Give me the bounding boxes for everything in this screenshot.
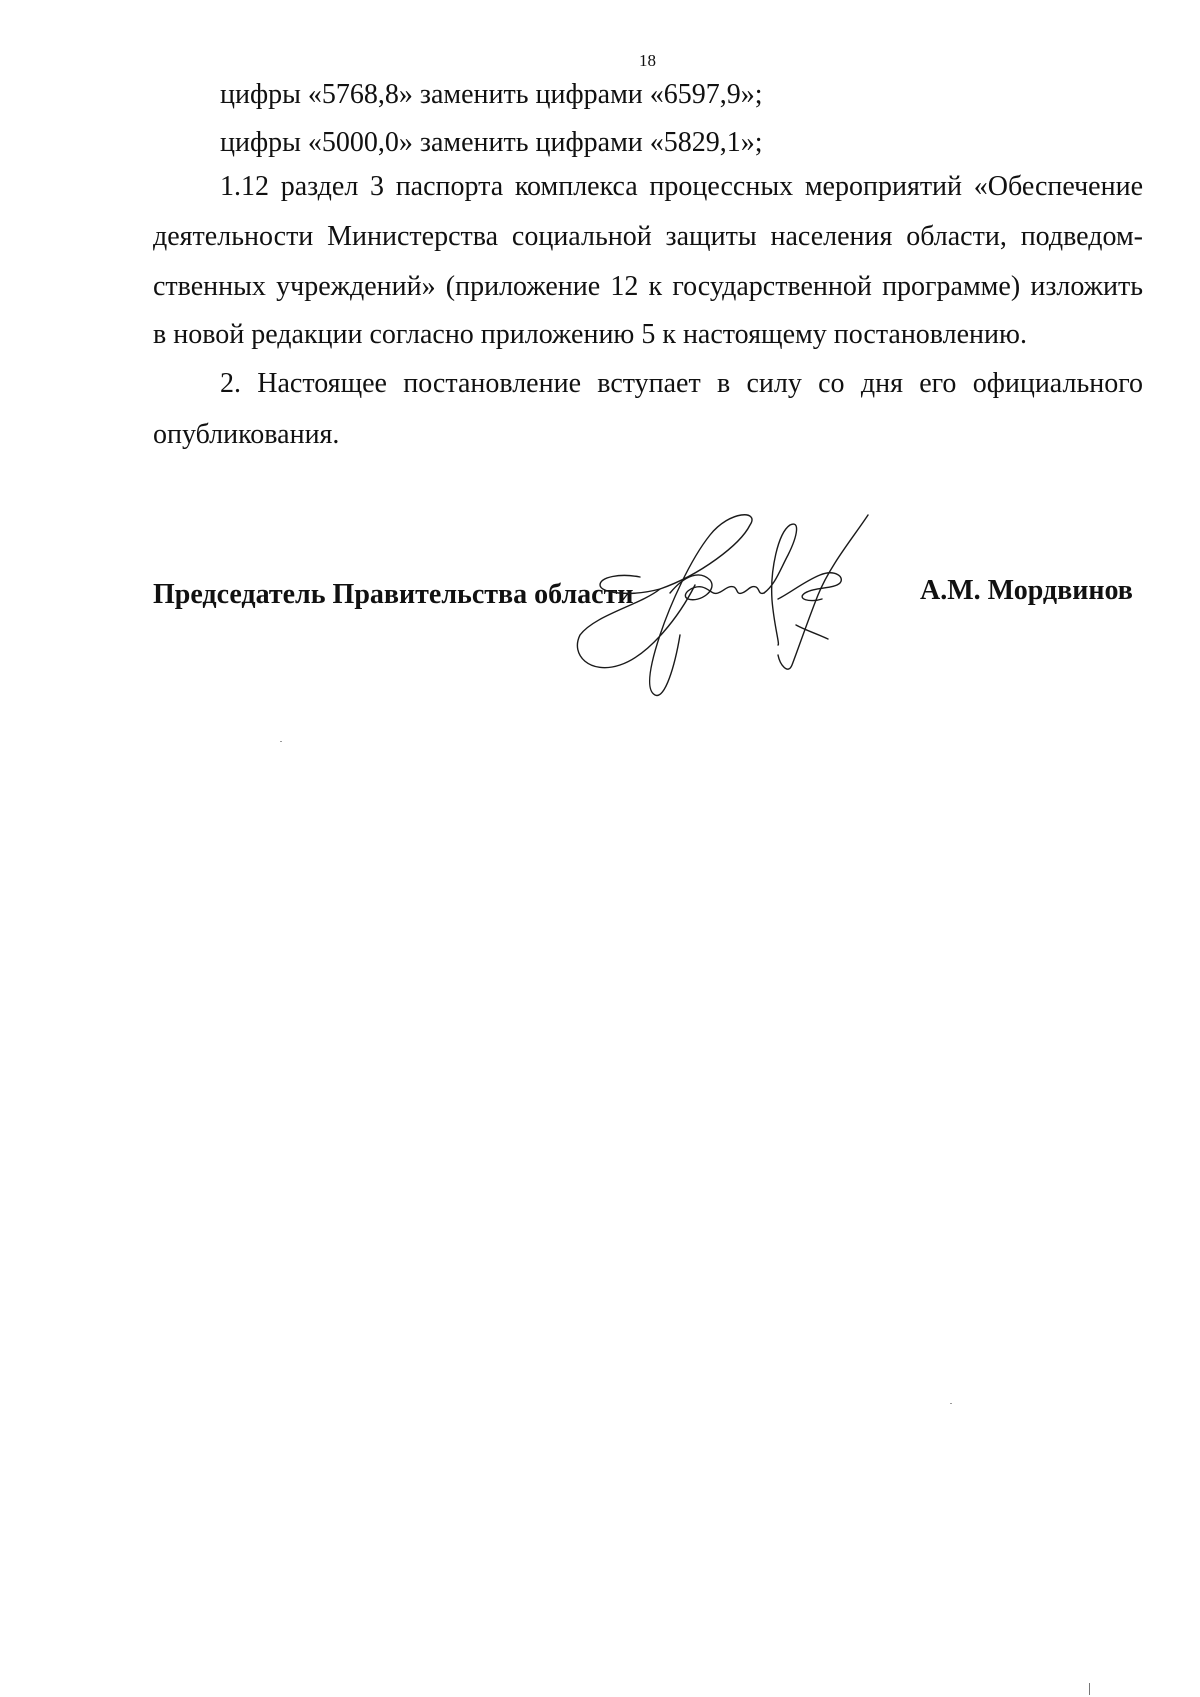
text-line-4: деятельности Министерства социальной защиты населения области, подведом- <box>153 221 1143 252</box>
text-line-7: 2. Настоящее постановление вступает в силу со дня его официального <box>220 368 1143 399</box>
page-number: 18 <box>639 51 656 70</box>
signatory-name: А.М. Мордвинов <box>920 575 1133 606</box>
scan-speck <box>950 1403 952 1404</box>
text-line-8: опубликования. <box>153 419 340 450</box>
scan-edge-mark <box>1089 1683 1090 1695</box>
text-line-1: цифры «5768,8» заменить цифрами «6597,9»; <box>220 79 763 110</box>
handwritten-signature <box>600 515 960 715</box>
text-line-2: цифры «5000,0» заменить цифрами «5829,1»; <box>220 127 763 158</box>
signatory-title: Председатель Правительства области <box>153 579 634 610</box>
text-line-3: 1.12 раздел 3 паспорта комплекса процессных мероприятий «Обеспечение <box>220 171 1143 202</box>
scan-speck <box>280 741 282 742</box>
text-line-6: в новой редакции согласно приложению 5 к настоящему постановлению. <box>153 319 1027 350</box>
text-line-5: ственных учреждений» (приложение 12 к государственной программе) изложить <box>153 271 1143 302</box>
